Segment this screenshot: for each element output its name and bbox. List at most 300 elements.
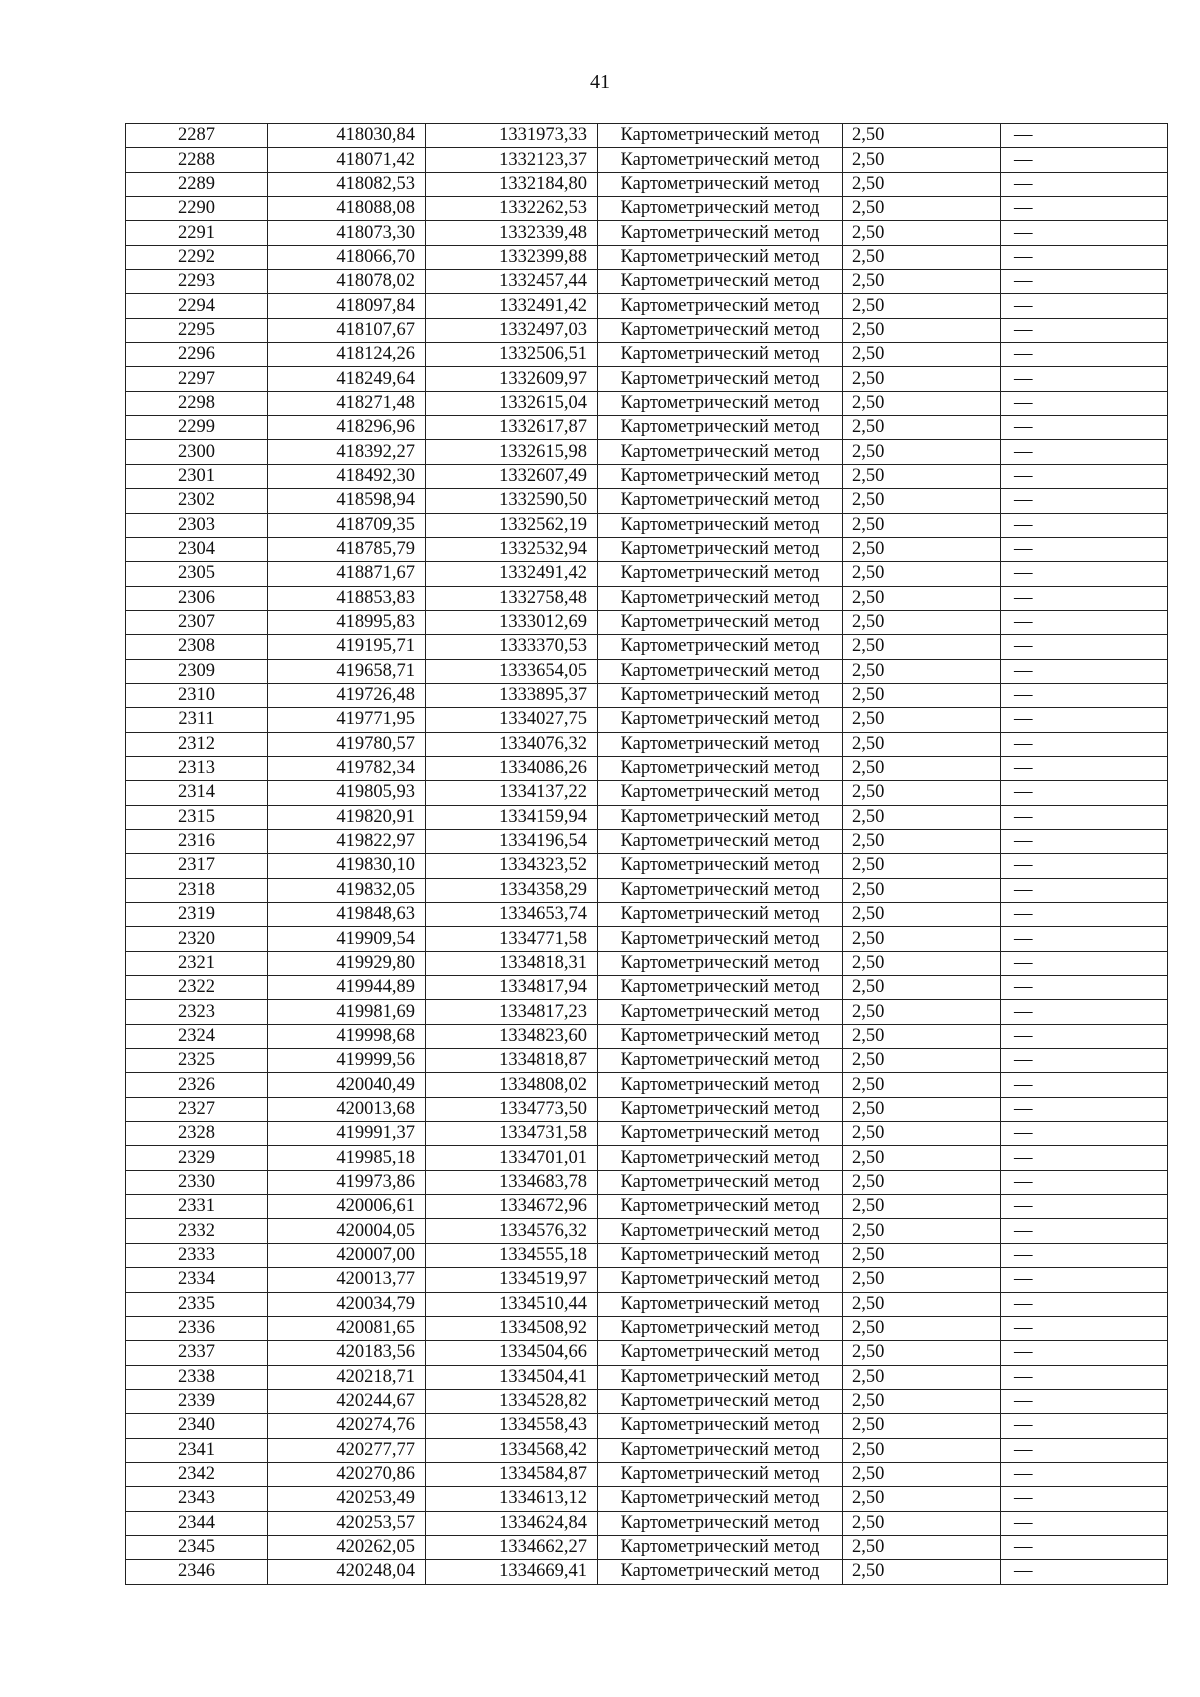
- method-cell: Картометрический метод: [598, 318, 843, 342]
- point-number-cell: 2304: [126, 537, 268, 561]
- point-number-cell: 2335: [126, 1292, 268, 1316]
- table-row: [126, 1341, 1168, 1365]
- method-cell: Картометрический метод: [598, 343, 843, 367]
- y-coordinate-cell: 1334555,18: [426, 1243, 598, 1267]
- point-number-cell: 2322: [126, 976, 268, 1000]
- x-coordinate-cell: 419658,71: [268, 659, 426, 683]
- y-coordinate-cell: 1334613,12: [426, 1487, 598, 1511]
- accuracy-cell: 2,50: [843, 732, 1001, 756]
- accuracy-cell: 2,50: [843, 1560, 1001, 1584]
- table-row: [126, 610, 1168, 634]
- y-coordinate-cell: 1332184,80: [426, 172, 598, 196]
- accuracy-cell: 2,50: [843, 562, 1001, 586]
- method-cell: Картометрический метод: [598, 659, 843, 683]
- table-row: [126, 732, 1168, 756]
- table-row: [126, 1292, 1168, 1316]
- note-cell: —: [1001, 1049, 1168, 1073]
- x-coordinate-cell: 419944,89: [268, 976, 426, 1000]
- method-cell: Картометрический метод: [598, 805, 843, 829]
- table-row: [126, 416, 1168, 440]
- table-row: [126, 221, 1168, 245]
- point-number-cell: 2346: [126, 1560, 268, 1584]
- method-cell: Картометрический метод: [598, 1073, 843, 1097]
- point-number-cell: 2333: [126, 1243, 268, 1267]
- x-coordinate-cell: 419999,56: [268, 1049, 426, 1073]
- x-coordinate-cell: 418124,26: [268, 343, 426, 367]
- table-row: [126, 1049, 1168, 1073]
- point-number-cell: 2342: [126, 1462, 268, 1486]
- note-cell: —: [1001, 951, 1168, 975]
- x-coordinate-cell: 420034,79: [268, 1292, 426, 1316]
- note-cell: —: [1001, 1316, 1168, 1340]
- note-cell: —: [1001, 1170, 1168, 1194]
- method-cell: Картометрический метод: [598, 1438, 843, 1462]
- y-coordinate-cell: 1334510,44: [426, 1292, 598, 1316]
- y-coordinate-cell: 1334731,58: [426, 1122, 598, 1146]
- accuracy-cell: 2,50: [843, 708, 1001, 732]
- accuracy-cell: 2,50: [843, 367, 1001, 391]
- accuracy-cell: 2,50: [843, 537, 1001, 561]
- y-coordinate-cell: 1334773,50: [426, 1097, 598, 1121]
- point-number-cell: 2341: [126, 1438, 268, 1462]
- note-cell: —: [1001, 1560, 1168, 1584]
- method-cell: Картометрический метод: [598, 416, 843, 440]
- y-coordinate-cell: 1332758,48: [426, 586, 598, 610]
- note-cell: —: [1001, 976, 1168, 1000]
- table-row: [126, 708, 1168, 732]
- x-coordinate-cell: 420013,68: [268, 1097, 426, 1121]
- y-coordinate-cell: 1334653,74: [426, 903, 598, 927]
- method-cell: Картометрический метод: [598, 562, 843, 586]
- note-cell: —: [1001, 489, 1168, 513]
- point-number-cell: 2293: [126, 270, 268, 294]
- point-number-cell: 2306: [126, 586, 268, 610]
- y-coordinate-cell: 1332590,50: [426, 489, 598, 513]
- note-cell: —: [1001, 1243, 1168, 1267]
- x-coordinate-cell: 418392,27: [268, 440, 426, 464]
- note-cell: —: [1001, 391, 1168, 415]
- method-cell: Картометрический метод: [598, 1097, 843, 1121]
- accuracy-cell: 2,50: [843, 513, 1001, 537]
- y-coordinate-cell: 1332491,42: [426, 294, 598, 318]
- accuracy-cell: 2,50: [843, 1219, 1001, 1243]
- x-coordinate-cell: 420218,71: [268, 1365, 426, 1389]
- y-coordinate-cell: 1332491,42: [426, 562, 598, 586]
- x-coordinate-cell: 419726,48: [268, 683, 426, 707]
- y-coordinate-cell: 1332615,04: [426, 391, 598, 415]
- table-row: [126, 1365, 1168, 1389]
- x-coordinate-cell: 420253,49: [268, 1487, 426, 1511]
- x-coordinate-cell: 419820,91: [268, 805, 426, 829]
- point-number-cell: 2309: [126, 659, 268, 683]
- coordinates-table-body: [126, 124, 1168, 1585]
- accuracy-cell: 2,50: [843, 197, 1001, 221]
- y-coordinate-cell: 1333654,05: [426, 659, 598, 683]
- x-coordinate-cell: 418071,42: [268, 148, 426, 172]
- note-cell: —: [1001, 586, 1168, 610]
- point-number-cell: 2337: [126, 1341, 268, 1365]
- point-number-cell: 2305: [126, 562, 268, 586]
- point-number-cell: 2330: [126, 1170, 268, 1194]
- method-cell: Картометрический метод: [598, 951, 843, 975]
- method-cell: Картометрический метод: [598, 489, 843, 513]
- x-coordinate-cell: 419780,57: [268, 732, 426, 756]
- note-cell: —: [1001, 1000, 1168, 1024]
- x-coordinate-cell: 419929,80: [268, 951, 426, 975]
- table-row: [126, 1487, 1168, 1511]
- accuracy-cell: 2,50: [843, 829, 1001, 853]
- method-cell: Картометрический метод: [598, 391, 843, 415]
- table-row: [126, 756, 1168, 780]
- method-cell: Картометрический метод: [598, 781, 843, 805]
- note-cell: —: [1001, 610, 1168, 634]
- table-row: [126, 635, 1168, 659]
- method-cell: Картометрический метод: [598, 124, 843, 148]
- table-row: [126, 245, 1168, 269]
- accuracy-cell: 2,50: [843, 1414, 1001, 1438]
- method-cell: Картометрический метод: [598, 732, 843, 756]
- table-row: [126, 1097, 1168, 1121]
- note-cell: —: [1001, 927, 1168, 951]
- note-cell: —: [1001, 148, 1168, 172]
- x-coordinate-cell: 419822,97: [268, 829, 426, 853]
- accuracy-cell: 2,50: [843, 1073, 1001, 1097]
- accuracy-cell: 2,50: [843, 294, 1001, 318]
- note-cell: —: [1001, 781, 1168, 805]
- accuracy-cell: 2,50: [843, 489, 1001, 513]
- table-row: [126, 903, 1168, 927]
- y-coordinate-cell: 1332457,44: [426, 270, 598, 294]
- method-cell: Картометрический метод: [598, 1024, 843, 1048]
- x-coordinate-cell: 419909,54: [268, 927, 426, 951]
- note-cell: —: [1001, 1097, 1168, 1121]
- note-cell: —: [1001, 1389, 1168, 1413]
- method-cell: Картометрический метод: [598, 1316, 843, 1340]
- point-number-cell: 2314: [126, 781, 268, 805]
- table-row: [126, 197, 1168, 221]
- point-number-cell: 2338: [126, 1365, 268, 1389]
- point-number-cell: 2290: [126, 197, 268, 221]
- table-row: [126, 586, 1168, 610]
- point-number-cell: 2318: [126, 878, 268, 902]
- note-cell: —: [1001, 562, 1168, 586]
- y-coordinate-cell: 1333370,53: [426, 635, 598, 659]
- point-number-cell: 2301: [126, 464, 268, 488]
- point-number-cell: 2307: [126, 610, 268, 634]
- y-coordinate-cell: 1334817,23: [426, 1000, 598, 1024]
- method-cell: Картометрический метод: [598, 537, 843, 561]
- accuracy-cell: 2,50: [843, 1341, 1001, 1365]
- method-cell: Картометрический метод: [598, 1170, 843, 1194]
- x-coordinate-cell: 418073,30: [268, 221, 426, 245]
- point-number-cell: 2298: [126, 391, 268, 415]
- note-cell: —: [1001, 124, 1168, 148]
- x-coordinate-cell: 418078,02: [268, 270, 426, 294]
- point-number-cell: 2315: [126, 805, 268, 829]
- y-coordinate-cell: 1334076,32: [426, 732, 598, 756]
- table-row: [126, 562, 1168, 586]
- note-cell: —: [1001, 1195, 1168, 1219]
- y-coordinate-cell: 1332506,51: [426, 343, 598, 367]
- x-coordinate-cell: 418853,83: [268, 586, 426, 610]
- note-cell: —: [1001, 1146, 1168, 1170]
- table-row: [126, 1024, 1168, 1048]
- note-cell: —: [1001, 294, 1168, 318]
- x-coordinate-cell: 418271,48: [268, 391, 426, 415]
- point-number-cell: 2334: [126, 1268, 268, 1292]
- method-cell: Картометрический метод: [598, 1511, 843, 1535]
- x-coordinate-cell: 418107,67: [268, 318, 426, 342]
- accuracy-cell: 2,50: [843, 854, 1001, 878]
- x-coordinate-cell: 420006,61: [268, 1195, 426, 1219]
- point-number-cell: 2303: [126, 513, 268, 537]
- table-row: [126, 1438, 1168, 1462]
- y-coordinate-cell: 1332609,97: [426, 367, 598, 391]
- method-cell: Картометрический метод: [598, 172, 843, 196]
- x-coordinate-cell: 420007,00: [268, 1243, 426, 1267]
- accuracy-cell: 2,50: [843, 1122, 1001, 1146]
- table-row: [126, 1000, 1168, 1024]
- y-coordinate-cell: 1332532,94: [426, 537, 598, 561]
- y-coordinate-cell: 1334701,01: [426, 1146, 598, 1170]
- accuracy-cell: 2,50: [843, 635, 1001, 659]
- table-row: [126, 1535, 1168, 1559]
- y-coordinate-cell: 1332262,53: [426, 197, 598, 221]
- y-coordinate-cell: 1334086,26: [426, 756, 598, 780]
- x-coordinate-cell: 419782,34: [268, 756, 426, 780]
- table-row: [126, 976, 1168, 1000]
- method-cell: Картометрический метод: [598, 1535, 843, 1559]
- method-cell: Картометрический метод: [598, 1365, 843, 1389]
- point-number-cell: 2329: [126, 1146, 268, 1170]
- note-cell: —: [1001, 829, 1168, 853]
- point-number-cell: 2339: [126, 1389, 268, 1413]
- accuracy-cell: 2,50: [843, 1268, 1001, 1292]
- method-cell: Картометрический метод: [598, 1462, 843, 1486]
- table-row: [126, 343, 1168, 367]
- accuracy-cell: 2,50: [843, 245, 1001, 269]
- note-cell: —: [1001, 440, 1168, 464]
- method-cell: Картометрический метод: [598, 1389, 843, 1413]
- y-coordinate-cell: 1332562,19: [426, 513, 598, 537]
- y-coordinate-cell: 1334508,92: [426, 1316, 598, 1340]
- method-cell: Картометрический метод: [598, 1292, 843, 1316]
- x-coordinate-cell: 420004,05: [268, 1219, 426, 1243]
- method-cell: Картометрический метод: [598, 976, 843, 1000]
- point-number-cell: 2336: [126, 1316, 268, 1340]
- x-coordinate-cell: 419771,95: [268, 708, 426, 732]
- x-coordinate-cell: 420183,56: [268, 1341, 426, 1365]
- accuracy-cell: 2,50: [843, 976, 1001, 1000]
- x-coordinate-cell: 419998,68: [268, 1024, 426, 1048]
- method-cell: Картометрический метод: [598, 1049, 843, 1073]
- y-coordinate-cell: 1334196,54: [426, 829, 598, 853]
- method-cell: Картометрический метод: [598, 829, 843, 853]
- table-row: [126, 1511, 1168, 1535]
- y-coordinate-cell: 1334662,27: [426, 1535, 598, 1559]
- accuracy-cell: 2,50: [843, 270, 1001, 294]
- method-cell: Картометрический метод: [598, 756, 843, 780]
- method-cell: Картометрический метод: [598, 440, 843, 464]
- y-coordinate-cell: 1334624,84: [426, 1511, 598, 1535]
- note-cell: —: [1001, 1341, 1168, 1365]
- accuracy-cell: 2,50: [843, 221, 1001, 245]
- x-coordinate-cell: 418296,96: [268, 416, 426, 440]
- x-coordinate-cell: 419832,05: [268, 878, 426, 902]
- y-coordinate-cell: 1331973,33: [426, 124, 598, 148]
- x-coordinate-cell: 418709,35: [268, 513, 426, 537]
- accuracy-cell: 2,50: [843, 878, 1001, 902]
- table-row: [126, 367, 1168, 391]
- method-cell: Картометрический метод: [598, 1487, 843, 1511]
- x-coordinate-cell: 418066,70: [268, 245, 426, 269]
- accuracy-cell: 2,50: [843, 756, 1001, 780]
- y-coordinate-cell: 1332123,37: [426, 148, 598, 172]
- table-row: [126, 829, 1168, 853]
- table-row: [126, 1073, 1168, 1097]
- table-row: [126, 464, 1168, 488]
- table-row: [126, 1389, 1168, 1413]
- point-number-cell: 2310: [126, 683, 268, 707]
- note-cell: —: [1001, 1122, 1168, 1146]
- x-coordinate-cell: 418995,83: [268, 610, 426, 634]
- note-cell: —: [1001, 197, 1168, 221]
- point-number-cell: 2311: [126, 708, 268, 732]
- x-coordinate-cell: 418097,84: [268, 294, 426, 318]
- accuracy-cell: 2,50: [843, 903, 1001, 927]
- y-coordinate-cell: 1334528,82: [426, 1389, 598, 1413]
- point-number-cell: 2319: [126, 903, 268, 927]
- table-row: [126, 489, 1168, 513]
- accuracy-cell: 2,50: [843, 172, 1001, 196]
- accuracy-cell: 2,50: [843, 1365, 1001, 1389]
- table-row: [126, 1560, 1168, 1584]
- y-coordinate-cell: 1334358,29: [426, 878, 598, 902]
- accuracy-cell: 2,50: [843, 1487, 1001, 1511]
- note-cell: —: [1001, 903, 1168, 927]
- y-coordinate-cell: 1333895,37: [426, 683, 598, 707]
- x-coordinate-cell: 418492,30: [268, 464, 426, 488]
- accuracy-cell: 2,50: [843, 148, 1001, 172]
- method-cell: Картометрический метод: [598, 1000, 843, 1024]
- y-coordinate-cell: 1332617,87: [426, 416, 598, 440]
- x-coordinate-cell: 419973,86: [268, 1170, 426, 1194]
- point-number-cell: 2292: [126, 245, 268, 269]
- y-coordinate-cell: 1332497,03: [426, 318, 598, 342]
- point-number-cell: 2312: [126, 732, 268, 756]
- point-number-cell: 2295: [126, 318, 268, 342]
- accuracy-cell: 2,50: [843, 1438, 1001, 1462]
- accuracy-cell: 2,50: [843, 391, 1001, 415]
- point-number-cell: 2326: [126, 1073, 268, 1097]
- y-coordinate-cell: 1334771,58: [426, 927, 598, 951]
- method-cell: Картометрический метод: [598, 294, 843, 318]
- point-number-cell: 2297: [126, 367, 268, 391]
- y-coordinate-cell: 1334817,94: [426, 976, 598, 1000]
- y-coordinate-cell: 1334823,60: [426, 1024, 598, 1048]
- accuracy-cell: 2,50: [843, 805, 1001, 829]
- x-coordinate-cell: 420013,77: [268, 1268, 426, 1292]
- point-number-cell: 2340: [126, 1414, 268, 1438]
- y-coordinate-cell: 1334558,43: [426, 1414, 598, 1438]
- method-cell: Картометрический метод: [598, 513, 843, 537]
- table-row: [126, 318, 1168, 342]
- y-coordinate-cell: 1334159,94: [426, 805, 598, 829]
- y-coordinate-cell: 1334669,41: [426, 1560, 598, 1584]
- x-coordinate-cell: 418030,84: [268, 124, 426, 148]
- point-number-cell: 2316: [126, 829, 268, 853]
- point-number-cell: 2291: [126, 221, 268, 245]
- accuracy-cell: 2,50: [843, 1195, 1001, 1219]
- y-coordinate-cell: 1333012,69: [426, 610, 598, 634]
- x-coordinate-cell: 420262,05: [268, 1535, 426, 1559]
- note-cell: —: [1001, 1535, 1168, 1559]
- method-cell: Картометрический метод: [598, 635, 843, 659]
- table-row: [126, 854, 1168, 878]
- note-cell: —: [1001, 416, 1168, 440]
- accuracy-cell: 2,50: [843, 781, 1001, 805]
- note-cell: —: [1001, 1073, 1168, 1097]
- y-coordinate-cell: 1334683,78: [426, 1170, 598, 1194]
- point-number-cell: 2313: [126, 756, 268, 780]
- note-cell: —: [1001, 1024, 1168, 1048]
- x-coordinate-cell: 420081,65: [268, 1316, 426, 1340]
- accuracy-cell: 2,50: [843, 1292, 1001, 1316]
- note-cell: —: [1001, 270, 1168, 294]
- table-row: [126, 294, 1168, 318]
- point-number-cell: 2288: [126, 148, 268, 172]
- y-coordinate-cell: 1334576,32: [426, 1219, 598, 1243]
- point-number-cell: 2325: [126, 1049, 268, 1073]
- point-number-cell: 2317: [126, 854, 268, 878]
- x-coordinate-cell: 419805,93: [268, 781, 426, 805]
- accuracy-cell: 2,50: [843, 343, 1001, 367]
- method-cell: Картометрический метод: [598, 1195, 843, 1219]
- note-cell: —: [1001, 635, 1168, 659]
- point-number-cell: 2331: [126, 1195, 268, 1219]
- accuracy-cell: 2,50: [843, 440, 1001, 464]
- point-number-cell: 2294: [126, 294, 268, 318]
- accuracy-cell: 2,50: [843, 1097, 1001, 1121]
- table-row: [126, 148, 1168, 172]
- note-cell: —: [1001, 513, 1168, 537]
- method-cell: Картометрический метод: [598, 1122, 843, 1146]
- table-row: [126, 270, 1168, 294]
- accuracy-cell: 2,50: [843, 1024, 1001, 1048]
- note-cell: —: [1001, 854, 1168, 878]
- note-cell: —: [1001, 659, 1168, 683]
- y-coordinate-cell: 1334568,42: [426, 1438, 598, 1462]
- method-cell: Картометрический метод: [598, 854, 843, 878]
- table-row: [126, 1146, 1168, 1170]
- table-row: [126, 1243, 1168, 1267]
- table-row: [126, 1462, 1168, 1486]
- y-coordinate-cell: 1334672,96: [426, 1195, 598, 1219]
- y-coordinate-cell: 1332607,49: [426, 464, 598, 488]
- note-cell: —: [1001, 1511, 1168, 1535]
- table-row: [126, 513, 1168, 537]
- coordinates-table: [125, 123, 1168, 1585]
- method-cell: Картометрический метод: [598, 464, 843, 488]
- method-cell: Картометрический метод: [598, 245, 843, 269]
- accuracy-cell: 2,50: [843, 1170, 1001, 1194]
- method-cell: Картометрический метод: [598, 221, 843, 245]
- method-cell: Картометрический метод: [598, 1219, 843, 1243]
- note-cell: —: [1001, 464, 1168, 488]
- table-row: [126, 1316, 1168, 1340]
- x-coordinate-cell: 420277,77: [268, 1438, 426, 1462]
- y-coordinate-cell: 1334584,87: [426, 1462, 598, 1486]
